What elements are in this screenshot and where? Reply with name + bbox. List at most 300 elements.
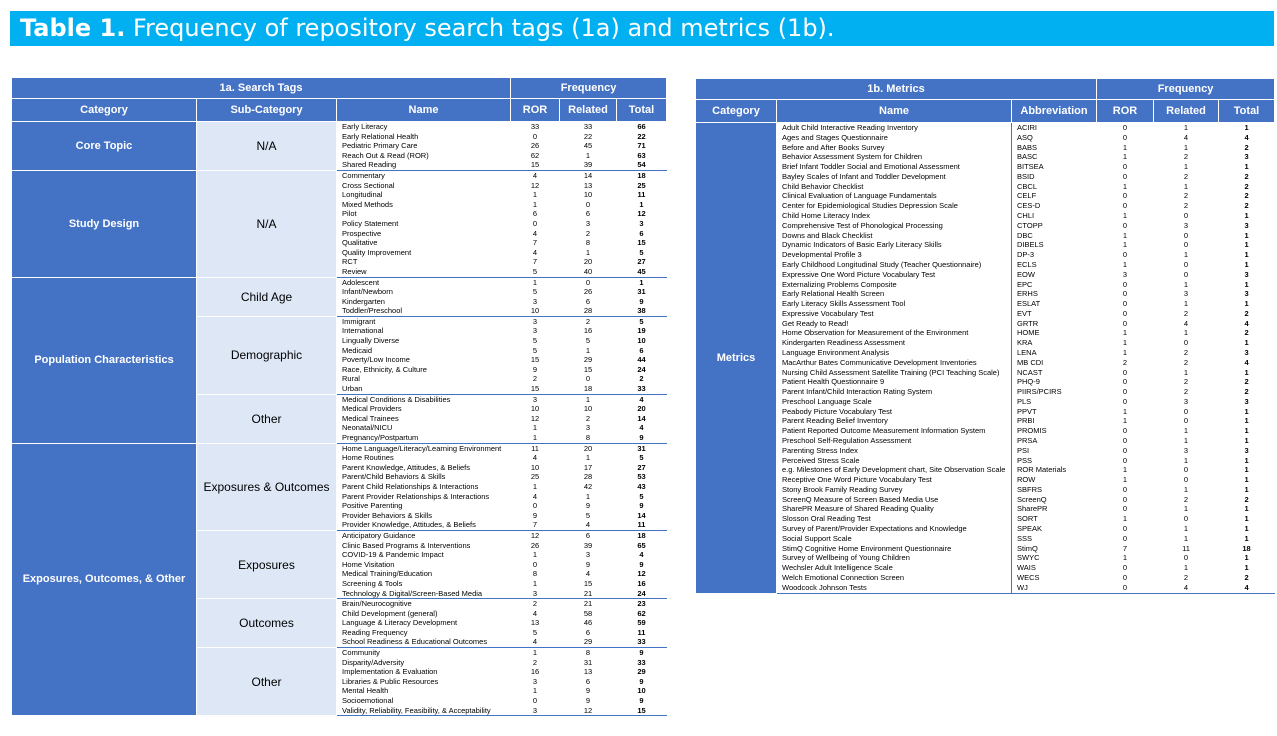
total-value: 24	[617, 589, 667, 599]
abbreviation-column-header: Abbreviation	[1012, 100, 1097, 123]
search-tags-header: 1a. Search Tags	[12, 78, 511, 99]
ror-value: 1	[511, 579, 560, 589]
ror-value: 26	[511, 141, 560, 151]
metric-name: Perceived Stress Scale	[777, 456, 1012, 466]
total-value: 2	[1219, 387, 1275, 397]
related-value: 1	[560, 394, 617, 404]
metric-abbreviation: EOW	[1012, 270, 1097, 280]
metric-abbreviation: ESLAT	[1012, 299, 1097, 309]
table-row	[696, 133, 1275, 143]
metric-name: Expressive Vocabulary Test	[777, 309, 1012, 319]
metric-abbreviation: WECS	[1012, 573, 1097, 583]
metric-name: Receptive One Word Picture Vocabulary Test	[777, 475, 1012, 485]
metric-abbreviation: ERHS	[1012, 289, 1097, 299]
total-value: 3	[1219, 270, 1275, 280]
tag-name: Parent/Child Behaviors & Skills	[337, 472, 511, 482]
related-value: 1	[560, 453, 617, 463]
total-value: 1	[1219, 162, 1275, 172]
ror-value: 4	[511, 637, 560, 647]
table-row	[696, 123, 1275, 133]
ror-value: 3	[511, 297, 560, 307]
total-value: 11	[617, 628, 667, 638]
metric-name: Wechsler Adult Intelligence Scale	[777, 563, 1012, 573]
tag-name: Medicaid	[337, 346, 511, 356]
related-value: 0	[1154, 211, 1219, 221]
ror-value: 15	[511, 384, 560, 394]
related-value: 2	[1154, 309, 1219, 319]
related-value: 15	[560, 579, 617, 589]
ror-value: 1	[1097, 211, 1154, 221]
related-value: 0	[1154, 270, 1219, 280]
related-value: 1	[1154, 328, 1219, 338]
related-value: 29	[560, 355, 617, 365]
tag-name: Kindergarten	[337, 297, 511, 307]
total-value: 20	[617, 404, 667, 414]
metric-abbreviation: MB CDI	[1012, 358, 1097, 368]
metric-name: Before and After Books Survey	[777, 143, 1012, 153]
tag-name: Prospective	[337, 229, 511, 239]
ror-value: 4	[511, 229, 560, 239]
metric-name: Social Support Scale	[777, 534, 1012, 544]
total-column-header: Total	[617, 99, 667, 122]
metric-name: Preschool Self-Regulation Assessment	[777, 436, 1012, 446]
total-value: 4	[1219, 319, 1275, 329]
ror-value: 0	[1097, 534, 1154, 544]
metric-abbreviation: PIIRS/PCIRS	[1012, 387, 1097, 397]
tag-name: Child Development (general)	[337, 609, 511, 619]
name-column-header: Name	[337, 99, 511, 122]
table-row	[696, 162, 1275, 172]
related-value: 4	[1154, 319, 1219, 329]
table-row	[696, 358, 1275, 368]
tag-name: Parent Provider Relationships & Interactions	[337, 492, 511, 502]
page-title	[10, 11, 1274, 46]
tag-name: Implementation & Evaluation	[337, 667, 511, 677]
related-value: 6	[560, 209, 617, 219]
tag-name: Adolescent	[337, 277, 511, 287]
total-value: 1	[1219, 123, 1275, 133]
related-value: 46	[560, 618, 617, 628]
tag-name: Libraries & Public Resources	[337, 677, 511, 687]
total-value: 3	[1219, 397, 1275, 407]
tag-name: Socioemotional	[337, 696, 511, 706]
ror-value: 3	[511, 706, 560, 716]
subcategory-cell: Outcomes	[197, 599, 337, 648]
total-value: 65	[617, 541, 667, 551]
ror-value: 0	[1097, 583, 1154, 593]
tag-name: Pilot	[337, 209, 511, 219]
related-value: 0	[560, 277, 617, 287]
related-value: 0	[1154, 407, 1219, 417]
total-value: 9	[617, 696, 667, 706]
subcategory-cell: Exposures & Outcomes	[197, 443, 337, 530]
metric-name: ScreenQ Measure of Screen Based Media Use	[777, 495, 1012, 505]
ror-value: 4	[511, 170, 560, 180]
related-value: 2	[1154, 495, 1219, 505]
tag-name: Review	[337, 267, 511, 277]
related-value: 10	[560, 404, 617, 414]
ror-value: 2	[511, 599, 560, 609]
metric-name: Stony Brook Family Reading Survey	[777, 485, 1012, 495]
tag-name: Technology & Digital/Screen-Based Media	[337, 589, 511, 599]
subcategory-cell: Exposures	[197, 530, 337, 598]
total-value: 1	[1219, 534, 1275, 544]
related-value: 29	[560, 637, 617, 647]
metric-abbreviation: LENA	[1012, 348, 1097, 358]
table-row	[696, 426, 1275, 436]
tag-name: Infant/Newborn	[337, 287, 511, 297]
metric-abbreviation: BABS	[1012, 143, 1097, 153]
tag-name: Home Visitation	[337, 560, 511, 570]
ror-value: 10	[511, 306, 560, 316]
ror-value: 1	[511, 277, 560, 287]
metric-name: Downs and Black Checklist	[777, 231, 1012, 241]
related-value: 1	[560, 492, 617, 502]
related-value: 11	[1154, 544, 1219, 554]
total-value: 59	[617, 618, 667, 628]
related-value: 9	[560, 696, 617, 706]
total-value: 1	[1219, 416, 1275, 426]
tag-name: Home Routines	[337, 453, 511, 463]
related-value: 2	[1154, 348, 1219, 358]
related-value: 5	[560, 336, 617, 346]
ror-value: 1	[1097, 182, 1154, 192]
category-column-header: Category	[696, 100, 777, 123]
total-value: 1	[1219, 260, 1275, 270]
total-value: 1	[617, 277, 667, 287]
ror-value: 5	[511, 346, 560, 356]
related-value: 3	[1154, 289, 1219, 299]
ror-value: 1	[511, 190, 560, 200]
ror-value: 16	[511, 667, 560, 677]
metrics-table	[695, 78, 1275, 594]
related-value: 0	[1154, 240, 1219, 250]
ror-value: 0	[1097, 573, 1154, 583]
metric-name: Dynamic Indicators of Basic Early Literacy Skills	[777, 240, 1012, 250]
ror-value: 3	[511, 677, 560, 687]
tag-name: Shared Reading	[337, 160, 511, 170]
metric-abbreviation: SORT	[1012, 514, 1097, 524]
ror-value: 0	[511, 132, 560, 142]
total-value: 24	[617, 365, 667, 375]
ror-value: 0	[1097, 123, 1154, 133]
ror-column-header: ROR	[1097, 100, 1154, 123]
related-value: 9	[560, 501, 617, 511]
metric-name: Get Ready to Read!	[777, 319, 1012, 329]
total-value: 22	[617, 132, 667, 142]
tag-name: Parent Knowledge, Attitudes, & Beliefs	[337, 463, 511, 473]
ror-value: 0	[1097, 289, 1154, 299]
metric-abbreviation: DP-3	[1012, 250, 1097, 260]
total-value: 31	[617, 287, 667, 297]
metric-name: Early Literacy Skills Assessment Tool	[777, 299, 1012, 309]
related-value: 8	[560, 433, 617, 443]
metric-name: Language Environment Analysis	[777, 348, 1012, 358]
related-value: 45	[560, 141, 617, 151]
related-value: 2	[1154, 191, 1219, 201]
metric-abbreviation: PRSA	[1012, 436, 1097, 446]
ror-value: 1	[1097, 240, 1154, 250]
table-row	[696, 309, 1275, 319]
total-value: 2	[1219, 143, 1275, 153]
total-value: 9	[617, 297, 667, 307]
related-value: 2	[560, 414, 617, 424]
related-column-header: Related	[560, 99, 617, 122]
tag-name: Language & Literacy Development	[337, 618, 511, 628]
ror-value: 3	[511, 394, 560, 404]
related-value: 33	[560, 122, 617, 132]
tag-name: Screening & Tools	[337, 579, 511, 589]
metric-abbreviation: ASQ	[1012, 133, 1097, 143]
related-value: 1	[1154, 426, 1219, 436]
ror-value: 0	[1097, 162, 1154, 172]
total-value: 1	[1219, 338, 1275, 348]
metric-name: Nursing Child Assessment Satellite Training (PCI Teaching Scale)	[777, 368, 1012, 378]
tag-name: Longitudinal	[337, 190, 511, 200]
metric-abbreviation: KRA	[1012, 338, 1097, 348]
table-row	[696, 328, 1275, 338]
metric-abbreviation: PHQ-9	[1012, 377, 1097, 387]
tag-name: Positive Parenting	[337, 501, 511, 511]
total-value: 27	[617, 257, 667, 267]
ror-value: 11	[511, 443, 560, 453]
tag-name: Anticipatory Guidance	[337, 530, 511, 540]
total-value: 6	[617, 229, 667, 239]
tag-name: Policy Statement	[337, 219, 511, 229]
total-value: 1	[1219, 524, 1275, 534]
metric-name: Early Childhood Longitudinal Study (Teacher Questionnaire)	[777, 260, 1012, 270]
total-value: 2	[1219, 191, 1275, 201]
total-value: 29	[617, 667, 667, 677]
ror-value: 4	[511, 248, 560, 258]
total-value: 2	[1219, 495, 1275, 505]
tag-name: Validity, Reliability, Feasibility, & Acceptability	[337, 706, 511, 716]
ror-value: 1	[511, 200, 560, 210]
total-value: 9	[617, 648, 667, 658]
table-row	[696, 504, 1275, 514]
table-row	[696, 182, 1275, 192]
table-row	[696, 368, 1275, 378]
metric-name: Behavior Assessment System for Children	[777, 152, 1012, 162]
related-value: 13	[560, 181, 617, 191]
ror-value: 0	[1097, 250, 1154, 260]
metric-name: StimQ Cognitive Home Environment Questionnaire	[777, 544, 1012, 554]
total-value: 2	[1219, 309, 1275, 319]
ror-value: 0	[511, 560, 560, 570]
subcategory-cell: Other	[197, 648, 337, 716]
metric-name: Parent Infant/Child Interaction Rating System	[777, 387, 1012, 397]
ror-value: 0	[1097, 377, 1154, 387]
total-value: 53	[617, 472, 667, 482]
related-value: 0	[1154, 231, 1219, 241]
ror-value: 0	[511, 696, 560, 706]
category-cell: Metrics	[696, 123, 777, 594]
related-value: 40	[560, 267, 617, 277]
metric-name: Early Relational Health Screen	[777, 289, 1012, 299]
ror-value: 0	[1097, 524, 1154, 534]
ror-value: 62	[511, 151, 560, 161]
metric-abbreviation: SBFRS	[1012, 485, 1097, 495]
total-value: 3	[1219, 152, 1275, 162]
table-row	[696, 211, 1275, 221]
related-value: 22	[560, 132, 617, 142]
ror-value: 1	[1097, 407, 1154, 417]
total-value: 3	[1219, 446, 1275, 456]
related-value: 3	[560, 423, 617, 433]
table-row	[696, 240, 1275, 250]
ror-value: 5	[511, 628, 560, 638]
tag-name: Neonatal/NICU	[337, 423, 511, 433]
table-row	[696, 397, 1275, 407]
table-row	[696, 250, 1275, 260]
total-value: 1	[1219, 240, 1275, 250]
tag-name: Provider Behaviors & Skills	[337, 511, 511, 521]
total-value: 9	[617, 560, 667, 570]
ror-value: 12	[511, 414, 560, 424]
metric-abbreviation: HOME	[1012, 328, 1097, 338]
total-value: 15	[617, 706, 667, 716]
metric-name: Preschool Language Scale	[777, 397, 1012, 407]
tag-name: Commentary	[337, 170, 511, 180]
total-value: 4	[1219, 358, 1275, 368]
total-value: 18	[617, 170, 667, 180]
total-value: 4	[617, 394, 667, 404]
related-value: 4	[1154, 583, 1219, 593]
ror-column-header: ROR	[511, 99, 560, 122]
ror-value: 3	[511, 326, 560, 336]
total-value: 1	[1219, 436, 1275, 446]
total-value: 54	[617, 160, 667, 170]
table-row	[696, 407, 1275, 417]
related-value: 1	[1154, 524, 1219, 534]
tag-name: Quality Improvement	[337, 248, 511, 258]
related-value: 21	[560, 599, 617, 609]
related-value: 4	[560, 569, 617, 579]
related-value: 0	[1154, 553, 1219, 563]
tag-name: Medical Trainees	[337, 414, 511, 424]
metric-abbreviation: WAIS	[1012, 563, 1097, 573]
metric-abbreviation: EVT	[1012, 309, 1097, 319]
table-row	[696, 387, 1275, 397]
related-value: 0	[1154, 260, 1219, 270]
metric-abbreviation: CBCL	[1012, 182, 1097, 192]
frequency-header: Frequency	[1097, 79, 1275, 100]
table-row	[12, 277, 667, 287]
related-value: 2	[1154, 201, 1219, 211]
total-value: 71	[617, 141, 667, 151]
total-value: 33	[617, 658, 667, 668]
ror-value: 33	[511, 122, 560, 132]
total-value: 25	[617, 181, 667, 191]
ror-value: 0	[1097, 426, 1154, 436]
subcategory-cell: Demographic	[197, 316, 337, 394]
total-value: 2	[1219, 328, 1275, 338]
metric-name: Center for Epidemiological Studies Depression Scale	[777, 201, 1012, 211]
ror-value: 2	[511, 658, 560, 668]
tag-name: Pediatric Primary Care	[337, 141, 511, 151]
category-cell: Core Topic	[12, 122, 197, 171]
related-value: 15	[560, 365, 617, 375]
ror-value: 2	[1097, 358, 1154, 368]
table-row	[696, 544, 1275, 554]
ror-value: 1	[1097, 328, 1154, 338]
metric-abbreviation: ROR Materials	[1012, 465, 1097, 475]
related-value: 5	[560, 511, 617, 521]
ror-value: 0	[511, 219, 560, 229]
metric-name: MacArthur Bates Communicative Development Inventories	[777, 358, 1012, 368]
related-value: 1	[1154, 299, 1219, 309]
table-row	[696, 201, 1275, 211]
tag-name: Pregnancy/Postpartum	[337, 433, 511, 443]
tag-name: Provider Knowledge, Attitudes, & Beliefs	[337, 520, 511, 530]
related-value: 3	[560, 219, 617, 229]
related-value: 17	[560, 463, 617, 473]
ror-value: 1	[1097, 260, 1154, 270]
metric-abbreviation: PSI	[1012, 446, 1097, 456]
tag-name: Poverty/Low Income	[337, 355, 511, 365]
ror-value: 1	[511, 433, 560, 443]
total-column-header: Total	[1219, 100, 1275, 123]
table-row	[696, 191, 1275, 201]
related-column-header: Related	[1154, 100, 1219, 123]
total-value: 1	[1219, 514, 1275, 524]
related-value: 18	[560, 384, 617, 394]
tag-name: Mixed Methods	[337, 200, 511, 210]
ror-value: 5	[511, 336, 560, 346]
ror-value: 1	[511, 423, 560, 433]
metric-name: Ages and Stages Questionnaire	[777, 133, 1012, 143]
ror-value: 10	[511, 404, 560, 414]
related-value: 1	[1154, 563, 1219, 573]
metric-name: Parent Reading Belief Inventory	[777, 416, 1012, 426]
metric-abbreviation: CELF	[1012, 191, 1097, 201]
metric-name: Slosson Oral Reading Test	[777, 514, 1012, 524]
related-value: 6	[560, 628, 617, 638]
ror-value: 7	[511, 520, 560, 530]
ror-value: 0	[1097, 201, 1154, 211]
ror-value: 0	[1097, 221, 1154, 231]
table-row	[696, 534, 1275, 544]
metric-name: Survey of Wellbeing of Young Children	[777, 553, 1012, 563]
related-value: 1	[1154, 456, 1219, 466]
ror-value: 0	[1097, 436, 1154, 446]
ror-value: 15	[511, 160, 560, 170]
related-value: 20	[560, 443, 617, 453]
related-value: 1	[1154, 368, 1219, 378]
ror-value: 3	[1097, 270, 1154, 280]
ror-value: 8	[511, 569, 560, 579]
related-value: 1	[1154, 534, 1219, 544]
ror-value: 5	[511, 287, 560, 297]
related-value: 2	[1154, 573, 1219, 583]
table-row	[696, 289, 1275, 299]
subcategory-cell: N/A	[197, 122, 337, 171]
tag-name: Mental Health	[337, 686, 511, 696]
table-row	[696, 514, 1275, 524]
related-value: 0	[1154, 338, 1219, 348]
related-value: 2	[560, 316, 617, 326]
total-value: 1	[1219, 280, 1275, 290]
related-value: 0	[1154, 465, 1219, 475]
table-row	[696, 348, 1275, 358]
related-value: 28	[560, 472, 617, 482]
related-value: 1	[1154, 436, 1219, 446]
subcategory-cell: Child Age	[197, 277, 337, 316]
table-row	[12, 170, 667, 180]
total-value: 2	[1219, 172, 1275, 182]
ror-value: 3	[511, 589, 560, 599]
tag-name: Immigrant	[337, 316, 511, 326]
